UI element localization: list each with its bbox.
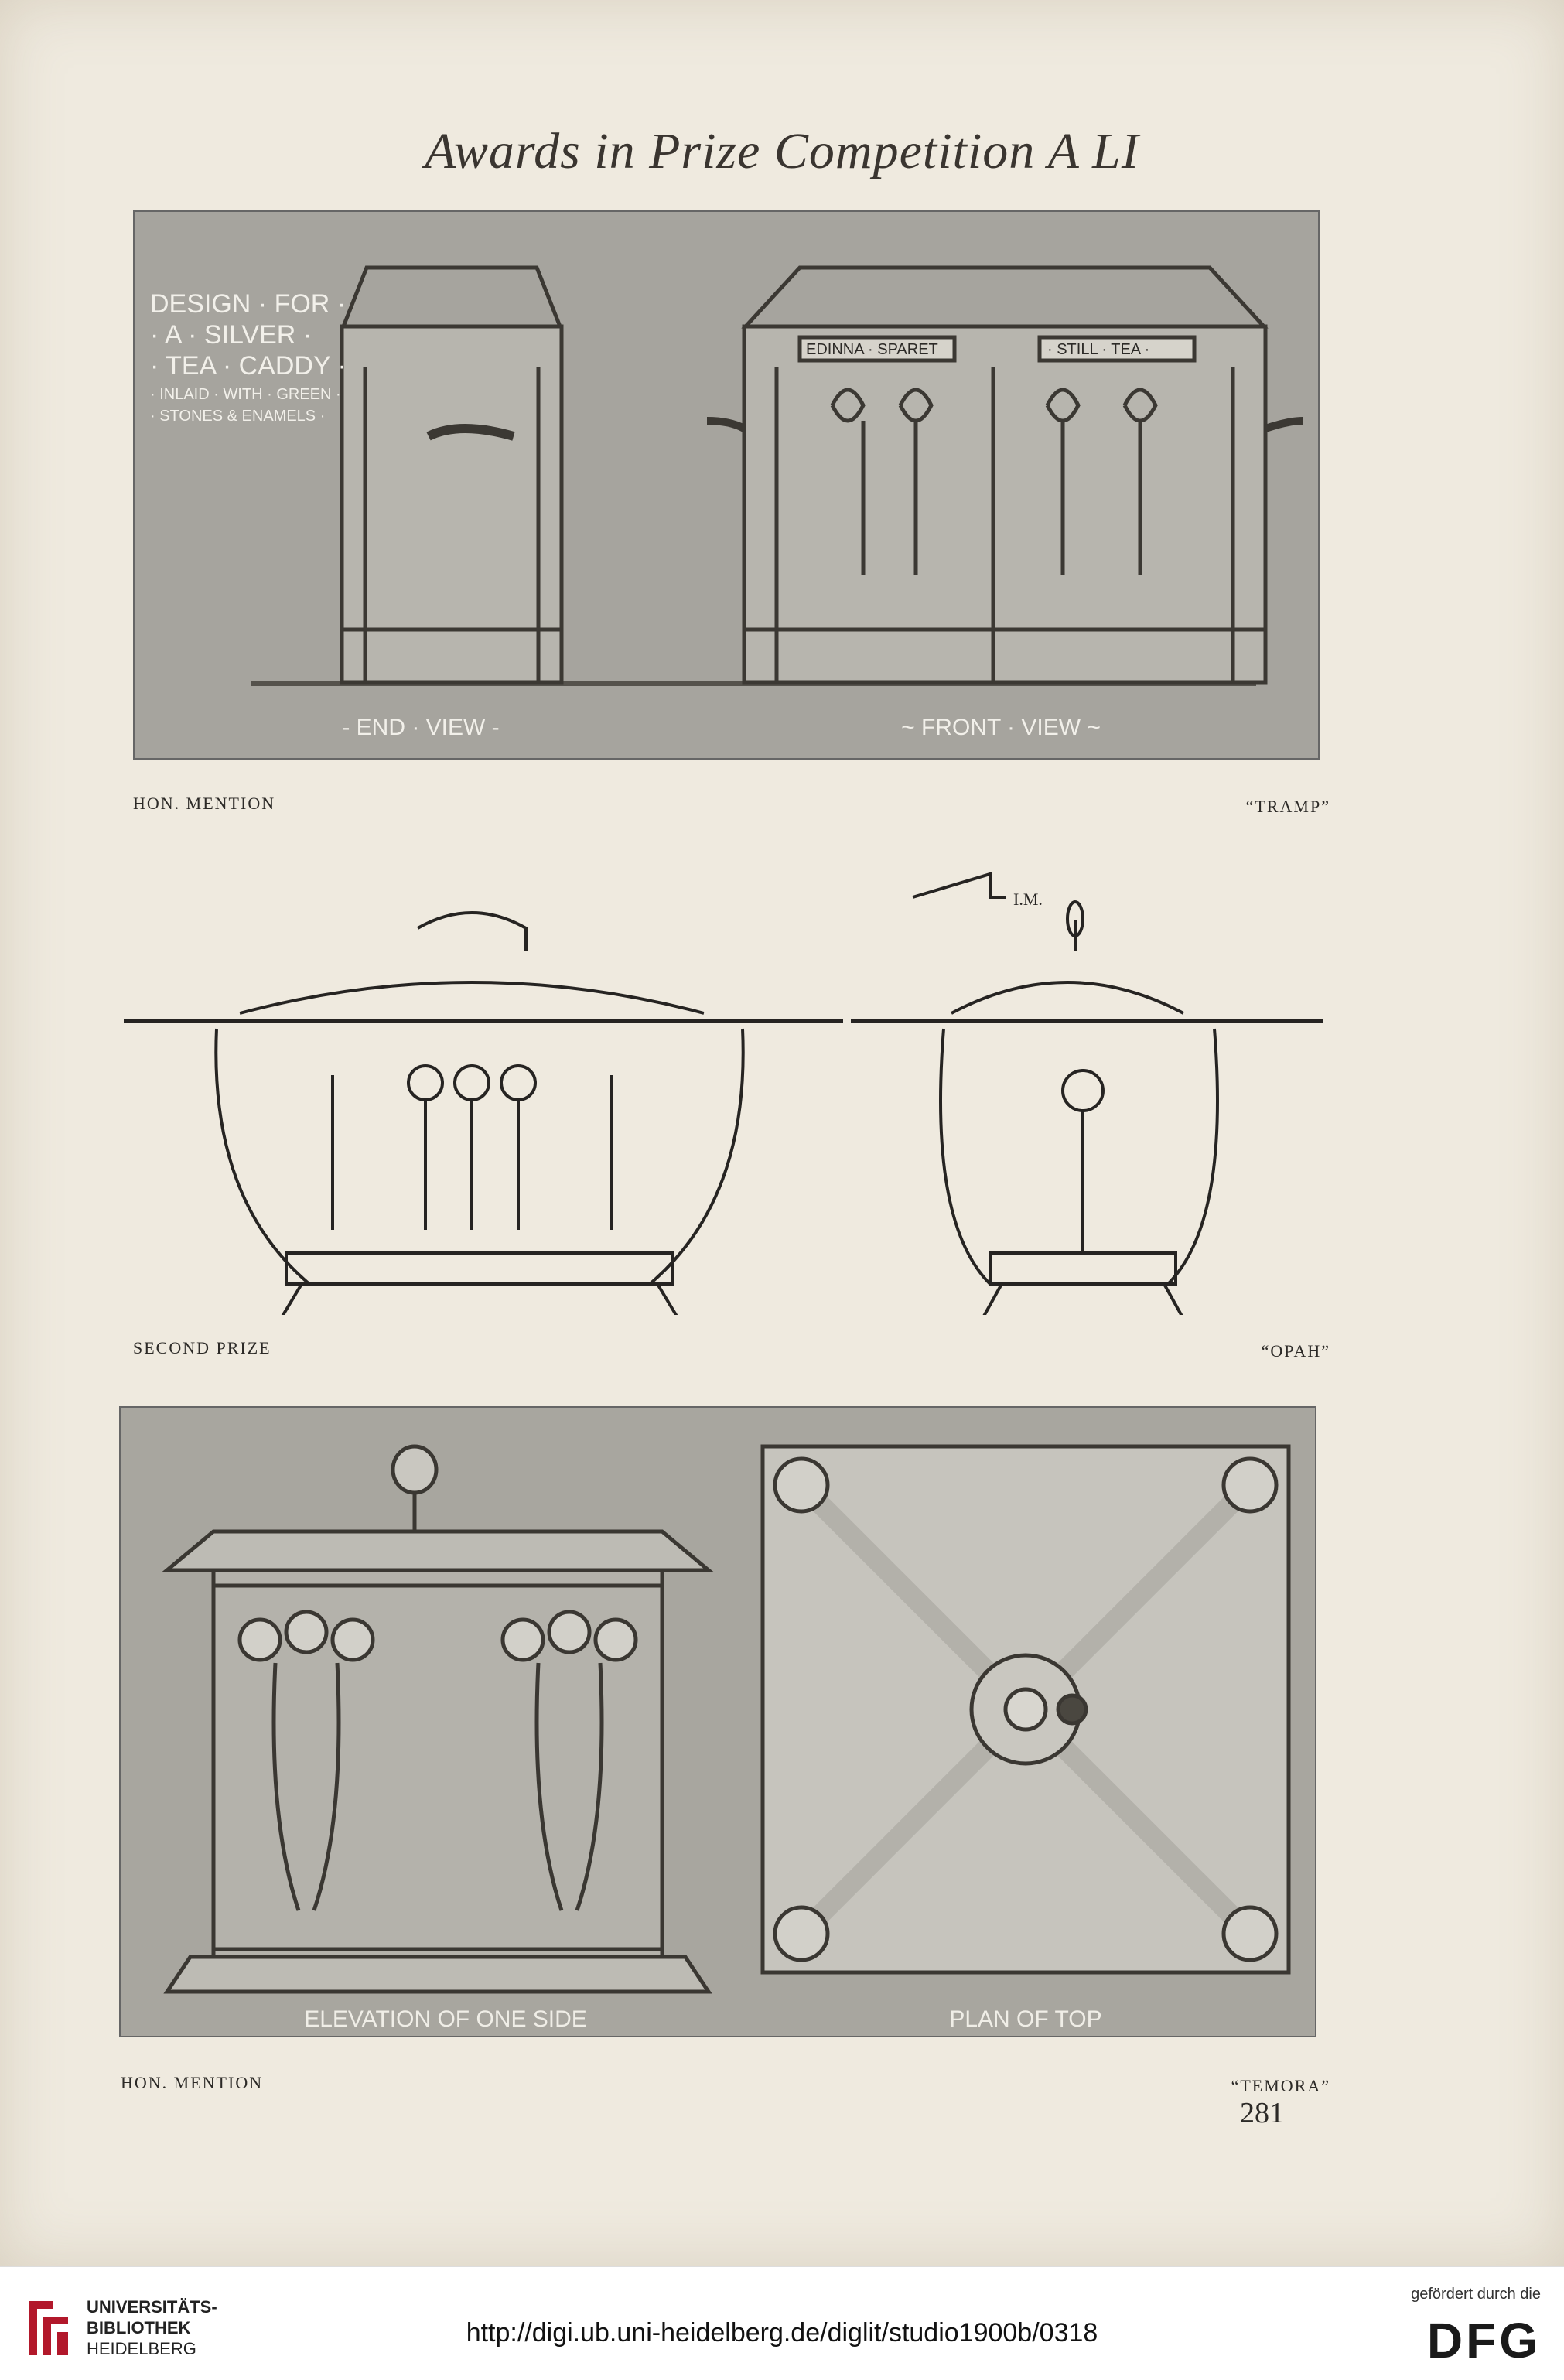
- lid-label-right: · STILL · TEA ·: [1047, 341, 1150, 358]
- motto-tramp: “TRAMP”: [1245, 797, 1330, 816]
- lid-label-left: EDINNA · SPARET: [806, 341, 938, 358]
- front-view-label: ~ FRONT · VIEW ~: [901, 715, 1101, 740]
- award-opah: SECOND PRIZE: [133, 1338, 271, 1357]
- footer-bar: [0, 2266, 1564, 2380]
- monogram: I.M.: [1013, 890, 1043, 909]
- inscription-line-2: · A · SILVER ·: [150, 320, 312, 350]
- elevation-plan-drawing: [121, 1408, 1315, 2036]
- running-head: Awards in Prize Competition A LI: [425, 123, 1139, 179]
- inscription-line-4: · INLAID · WITH · GREEN ·: [150, 386, 341, 403]
- end-view-label: - END · VIEW -: [342, 715, 500, 740]
- motto-opah: “OPAH”: [1261, 1341, 1330, 1361]
- line-drawing: [116, 866, 1323, 1315]
- plate-line-drawing: [116, 866, 1323, 1315]
- elevation-label: ELEVATION OF ONE SIDE: [304, 2006, 587, 2032]
- inscription-line-5: · STONES & ENAMELS ·: [150, 408, 326, 425]
- page-number: 281: [1240, 2097, 1284, 2129]
- plan-label: PLAN OF TOP: [949, 2006, 1102, 2032]
- plate-elevation-plan: [119, 1406, 1316, 2037]
- funding-note: gefördert durch die: [1411, 2286, 1541, 2303]
- tea-caddy-drawing: [135, 212, 1318, 758]
- award-tramp: HON. MENTION: [133, 794, 276, 813]
- inscription-line-1: DESIGN · FOR ·: [150, 289, 347, 319]
- permalink-url[interactable]: http://digi.ub.uni-heidelberg.de/diglit/studio1900b/0318: [466, 2318, 1098, 2348]
- library-name: UNIVERSITÄTS- BIBLIOTHEK HEIDELBERG: [87, 2297, 217, 2358]
- inscription-line-3: · TEA · CADDY ·: [150, 351, 347, 381]
- motto-temora: “TEMORA”: [1231, 2076, 1330, 2095]
- plate-tea-caddy: [133, 210, 1320, 760]
- dfg-logo: DFG: [1426, 2313, 1541, 2368]
- award-temora: HON. MENTION: [121, 2073, 264, 2092]
